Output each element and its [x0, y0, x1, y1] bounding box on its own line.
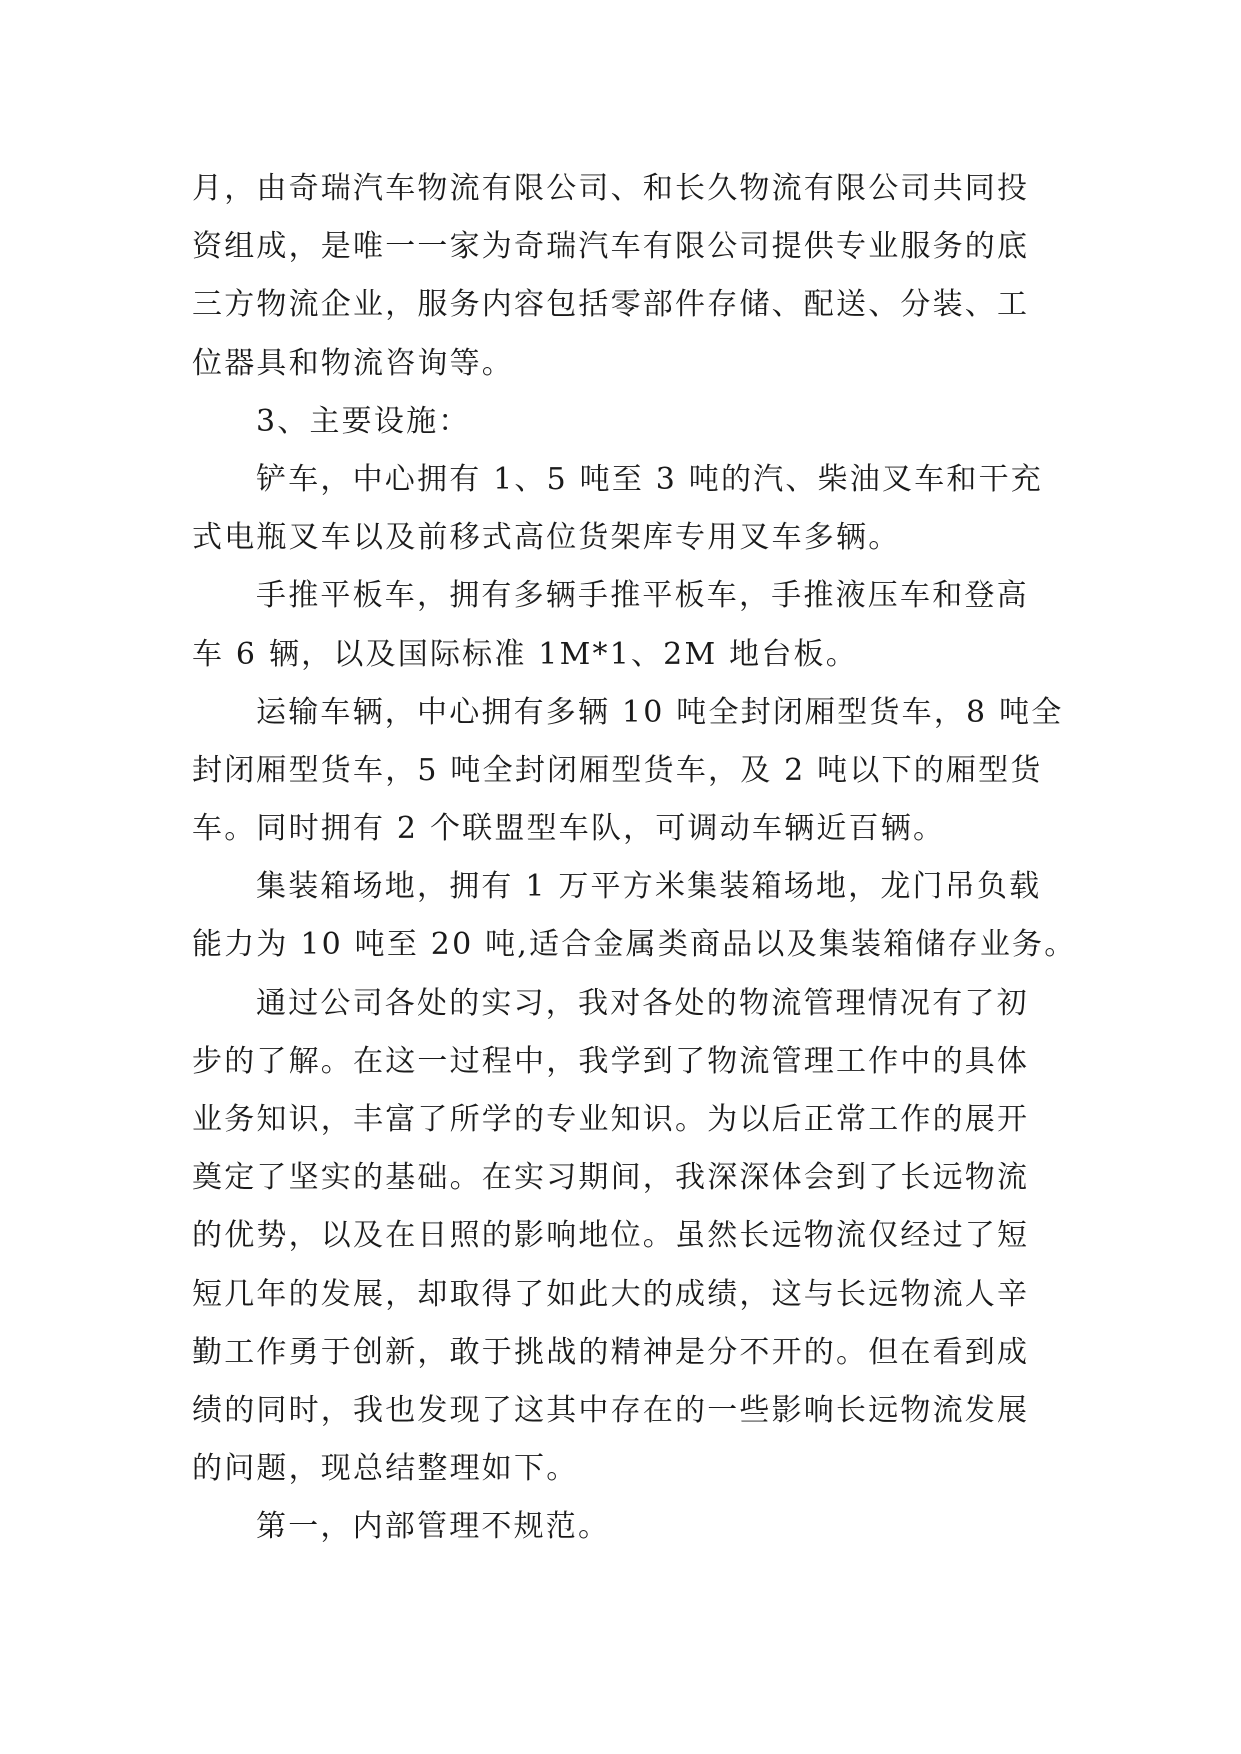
text-line: 能力为 10 吨至 20 吨,适合金属类商品以及集装箱储存业务。 [192, 927, 1077, 963]
paragraph-first-line: 通过公司各处的实习，我对各处的物流管理情况有了初 [256, 985, 1029, 1021]
paragraph-first-line: 手推平板车，拥有多辆手推平板车，手推液压车和登高 [256, 578, 1029, 614]
paragraph-first-line: 铲车，中心拥有 1、5 吨至 3 吨的汽、柴油叉车和干充 [256, 461, 1044, 497]
text-line: 勤工作勇于创新，敢于挑战的精神是分不开的。但在看到成 [192, 1334, 1030, 1370]
text-line: 的优势，以及在日照的影响地位。虽然长远物流仅经过了短 [192, 1218, 1030, 1254]
paragraph-first-line: 第一，内部管理不规范。 [256, 1509, 611, 1545]
text-line: 月，由奇瑞汽车物流有限公司、和长久物流有限公司共同投 [192, 171, 1030, 206]
text-line: 步的了解。在这一过程中，我学到了物流管理工作中的具体 [192, 1043, 1030, 1079]
paragraph-first-line: 运输车辆，中心拥有多辆 10 吨全封闭厢型货车，8 吨全 [256, 694, 1064, 730]
text-line: 车 6 辆，以及国际标准 1M*1、2M 地台板。 [192, 636, 858, 672]
text-line: 式电瓶叉车以及前移式高位货架库专用叉车多辆。 [192, 520, 901, 556]
text-line: 短几年的发展，却取得了如此大的成绩，这与长远物流人辛 [192, 1276, 1030, 1312]
text-line: 的问题，现总结整理如下。 [192, 1451, 579, 1487]
text-line: 车。同时拥有 2 个联盟型车队，可调动车辆近百辆。 [192, 811, 946, 847]
paragraph-first-line: 集装箱场地，拥有 1 万平方米集装箱场地，龙门吊负载 [256, 869, 1042, 905]
text-line: 三方物流企业，服务内容包括零部件存储、配送、分装、工 [192, 287, 1030, 323]
section-heading: 3、主要设施： [256, 403, 471, 439]
text-line: 绩的同时，我也发现了这其中存在的一些影响长远物流发展 [192, 1392, 1030, 1428]
text-line: 资组成，是唯一一家为奇瑞汽车有限公司提供专业服务的底 [192, 229, 1030, 265]
text-line: 奠定了坚实的基础。在实习期间，我深深体会到了长远物流 [192, 1160, 1030, 1196]
text-line: 位器具和物流咨询等。 [192, 345, 514, 381]
text-line: 业务知识，丰富了所学的专业知识。为以后正常工作的展开 [192, 1102, 1030, 1137]
text-line: 封闭厢型货车，5 吨全封闭厢型货车，及 2 吨以下的厢型货 [192, 752, 1043, 788]
body-text [192, 160, 1077, 1557]
